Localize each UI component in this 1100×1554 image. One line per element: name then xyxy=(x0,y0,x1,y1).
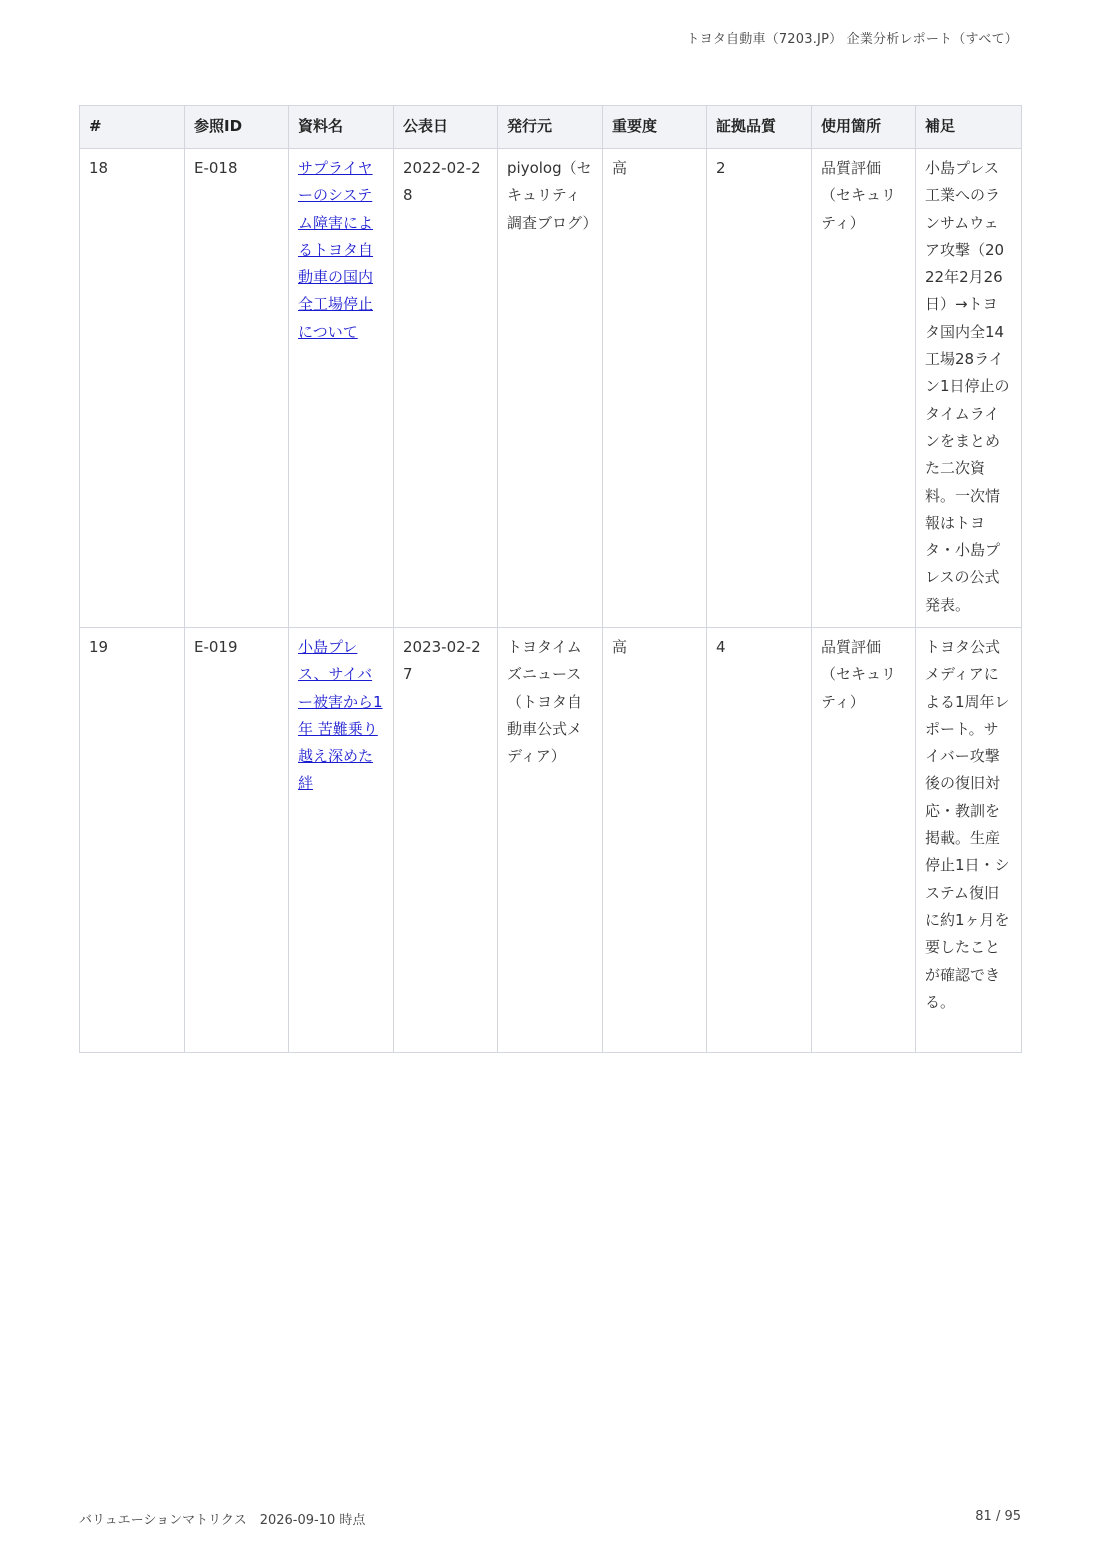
column-header-quality: 証拠品質 xyxy=(707,106,812,149)
cell-note: 小島プレス工業へのランサムウェア攻撃（2022年2月26日）→トヨタ国内全14工場28ライン1日停止のタイムラインをまとめた二次資料。一次情報はトヨタ・小島プレスの公式発表。 xyxy=(916,149,1022,628)
document-title-link[interactable]: 小島プレス、サイバー被害から1年 苦難乗り越え深めた絆 xyxy=(298,638,383,793)
cell-publisher: トヨタイムズニュース（トヨタ自動車公式メディア） xyxy=(498,628,603,1053)
column-header-usage: 使用箇所 xyxy=(812,106,916,149)
column-header-ref-id: 参照ID xyxy=(185,106,289,149)
cell-usage: 品質評価（セキュリティ） xyxy=(812,628,916,1053)
column-header-title: 資料名 xyxy=(289,106,394,149)
evidence-table xyxy=(79,105,1022,1053)
column-header-number: # xyxy=(80,106,185,149)
column-header-note: 補足 xyxy=(916,106,1022,149)
cell-importance: 高 xyxy=(603,628,707,1053)
cell-title xyxy=(289,149,394,628)
footer-source-label: バリュエーションマトリクス 2026-09-10 時点 xyxy=(79,1513,366,1528)
cell-date: 2022-02-28 xyxy=(394,149,498,628)
cell-note: トヨタ公式メディアによる1周年レポート。サイバー攻撃後の復旧対応・教訓を掲載。生産停止1日・システム復旧に約1ヶ月を要したことが確認できる。 xyxy=(916,628,1022,1053)
table-header-row xyxy=(80,106,1022,149)
cell-number: 18 xyxy=(80,149,185,628)
column-header-importance: 重要度 xyxy=(603,106,707,149)
cell-ref-id: E-019 xyxy=(185,628,289,1053)
column-header-publisher: 発行元 xyxy=(498,106,603,149)
column-header-date: 公表日 xyxy=(394,106,498,149)
cell-publisher: piyolog（セキュリティ調査ブログ） xyxy=(498,149,603,628)
table-row xyxy=(80,149,1022,628)
cell-quality: 4 xyxy=(707,628,812,1053)
table-row xyxy=(80,628,1022,1053)
cell-date: 2023-02-27 xyxy=(394,628,498,1053)
cell-importance: 高 xyxy=(603,149,707,628)
cell-title xyxy=(289,628,394,1053)
page-number: 81 / 95 xyxy=(975,1509,1021,1524)
document-title-link[interactable]: サプライヤーのシステム障害によるトヨタ自動車の国内全工場停止について xyxy=(298,159,374,341)
cell-number: 19 xyxy=(80,628,185,1053)
cell-ref-id: E-018 xyxy=(185,149,289,628)
page-header: トヨタ自動車（7203.JP） 企業分析レポート（すべて） xyxy=(686,32,1018,47)
cell-usage: 品質評価（セキュリティ） xyxy=(812,149,916,628)
cell-quality: 2 xyxy=(707,149,812,628)
